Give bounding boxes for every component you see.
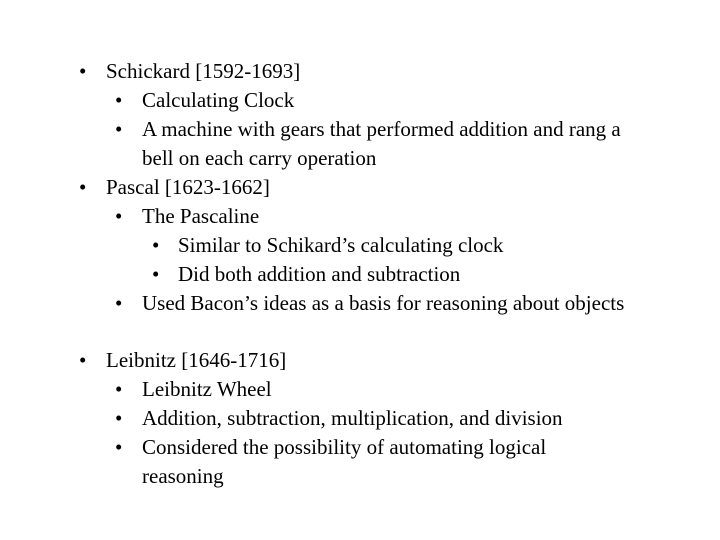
bullet-item-similar-to-schikard xyxy=(152,231,503,260)
bullet-marker: • xyxy=(115,377,123,401)
bullet-item-pascaline xyxy=(115,202,259,231)
bullet-text: Leibnitz Wheel xyxy=(142,377,272,401)
bullet-item-leibnitz xyxy=(79,346,286,375)
bullet-marker: • xyxy=(152,233,160,257)
bullet-text: Pascal [1623-1662] xyxy=(106,175,270,199)
bullet-text: Similar to Schikard’s calculating clock xyxy=(178,233,504,257)
bullet-marker: • xyxy=(115,291,123,315)
bullet-text: Leibnitz [1646-1716] xyxy=(106,348,287,372)
bullet-marker: • xyxy=(115,406,123,430)
bullet-text: The Pascaline xyxy=(142,204,260,228)
bullet-marker: • xyxy=(152,262,160,286)
bullet-text: Considered the possibility of automating logical reasoning xyxy=(142,435,547,488)
bullet-marker: • xyxy=(115,204,123,228)
bullet-item-pascal xyxy=(79,173,270,202)
bullet-item-bacon-ideas xyxy=(115,289,635,318)
bullet-text: Used Bacon’s ideas as a basis for reasoning about objects xyxy=(142,291,625,315)
bullet-item-addition-subtraction xyxy=(152,260,460,289)
bullet-marker: • xyxy=(115,117,123,141)
bullet-item-schickard xyxy=(79,57,300,86)
bullet-item-leibnitz-wheel xyxy=(115,375,272,404)
bullet-item-four-operations xyxy=(115,404,563,433)
bullet-marker: • xyxy=(79,175,87,199)
bullet-item-gears-machine xyxy=(115,115,635,173)
bullet-marker: • xyxy=(79,59,87,83)
bullet-marker: • xyxy=(115,435,123,459)
bullet-text: Did both addition and subtraction xyxy=(178,262,461,286)
bullet-text: Schickard [1592-1693] xyxy=(106,59,301,83)
bullet-marker: • xyxy=(79,348,87,372)
bullet-text: A machine with gears that performed addition and rang a bell on each carry operation xyxy=(142,117,621,170)
bullet-text: Addition, subtraction, multiplication, and division xyxy=(142,406,563,430)
bullet-item-calculating-clock xyxy=(115,86,294,115)
bullet-marker: • xyxy=(115,88,123,112)
bullet-item-automating-reasoning xyxy=(115,433,615,491)
bullet-text: Calculating Clock xyxy=(142,88,295,112)
